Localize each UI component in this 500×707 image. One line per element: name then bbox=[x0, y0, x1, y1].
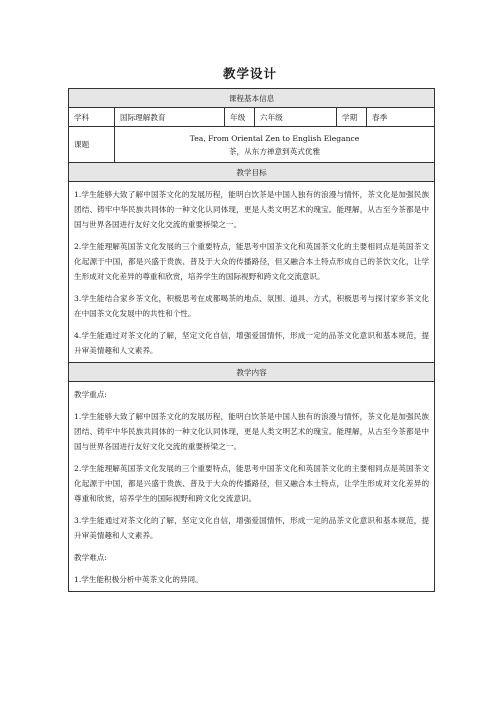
objective-item: 4.学生能通过对茶文化的了解，坚定文化自信，增强爱国情怀，形成一定的品茶文化意识和基本规范，提升审美情趣和人文素养。 bbox=[74, 331, 430, 355]
document-title: 教学设计 bbox=[222, 66, 277, 81]
lesson-plan-table bbox=[68, 88, 435, 592]
objective-item: 3.学生能结合家乡茶文化，积极思考在成都喝茶的地点、氛围、道具、方式，积极思考与探讨家乡茶文化在中国茶文化发展中的共性和个性。 bbox=[74, 294, 430, 318]
objectives-body bbox=[69, 182, 435, 363]
content-body bbox=[69, 382, 435, 592]
difficulty-item: 1.学生能积极分析中英茶文化的异同。 bbox=[74, 575, 203, 584]
objective-item: 2.学生能理解英国茶文化发展的三个重要特点，能思考中国茶文化和英国茶文化的主要相同点是英国茶文化起源于中国，都是兴盛于贵族、普及于大众的传播路径，但又融合本土特点形成自己的茶饮文化，让学生形成对文化差异的尊重和欣赏，培养学生的国际视野和跨文化交流意识。 bbox=[74, 242, 430, 281]
topic-english: Tea, From Oriental Zen to English Elegance bbox=[189, 133, 360, 143]
key-point-item: 3.学生能通过对茶文化的了解，坚定文化自信，增强爱国情怀，形成一定的品茶文化意识和基本规范，提升审美情趣和人文素养。 bbox=[74, 516, 430, 540]
term-label: 学期 bbox=[337, 108, 367, 127]
subject-value: 国际理解教育 bbox=[115, 108, 225, 127]
grade-label: 年级 bbox=[225, 108, 255, 127]
topic-cell bbox=[115, 127, 435, 163]
basic-info-header: 课程基本信息 bbox=[69, 89, 435, 108]
difficulty-label: 教学难点: bbox=[74, 553, 107, 562]
topic-label: 课题 bbox=[69, 127, 115, 163]
objective-item: 1.学生能够大致了解中国茶文化的发展历程，能明白饮茶是中国人独有的浪漫与情怀，茶文化是加强民族团结、铸牢中华民族共同体的一种文化认同体现，更是人类文明艺术的瑰宝。能理解，从古至今茶都是中国与世界各国进行友好文化交流的重要桥梁之一。 bbox=[74, 190, 430, 229]
objectives-header: 教学目标 bbox=[69, 163, 435, 182]
topic-chinese: 茶，从东方禅意到英式优雅 bbox=[228, 146, 321, 156]
key-point-item: 2.学生能理解英国茶文化发展的三个重要特点，能思考中国茶文化和英国茶文化的主要相同点是英国茶文化起源于中国，都是兴盛于贵族、普及于大众的传播路径，但又融合本土特点，让学生形成对文化差异的尊重和欣赏，培养学生的国际视野和跨文化交流意识。 bbox=[74, 464, 430, 503]
term-value: 春季 bbox=[367, 108, 435, 127]
grade-value: 六年级 bbox=[255, 108, 337, 127]
subject-label: 学科 bbox=[69, 108, 115, 127]
content-header: 教学内容 bbox=[69, 363, 435, 382]
key-points-label: 教学重点: bbox=[74, 390, 107, 399]
key-point-item: 1.学生能够大致了解中国茶文化的发展历程，能明白饮茶是中国人独有的浪漫与情怀，茶文化是加强民族团结、铸牢中华民族共同体的一种文化认同体现，更是人类文明艺术的瑰宝。能理解，从古至今茶都是中国与世界各国进行友好文化交流的重要桥梁之一。 bbox=[74, 412, 430, 451]
